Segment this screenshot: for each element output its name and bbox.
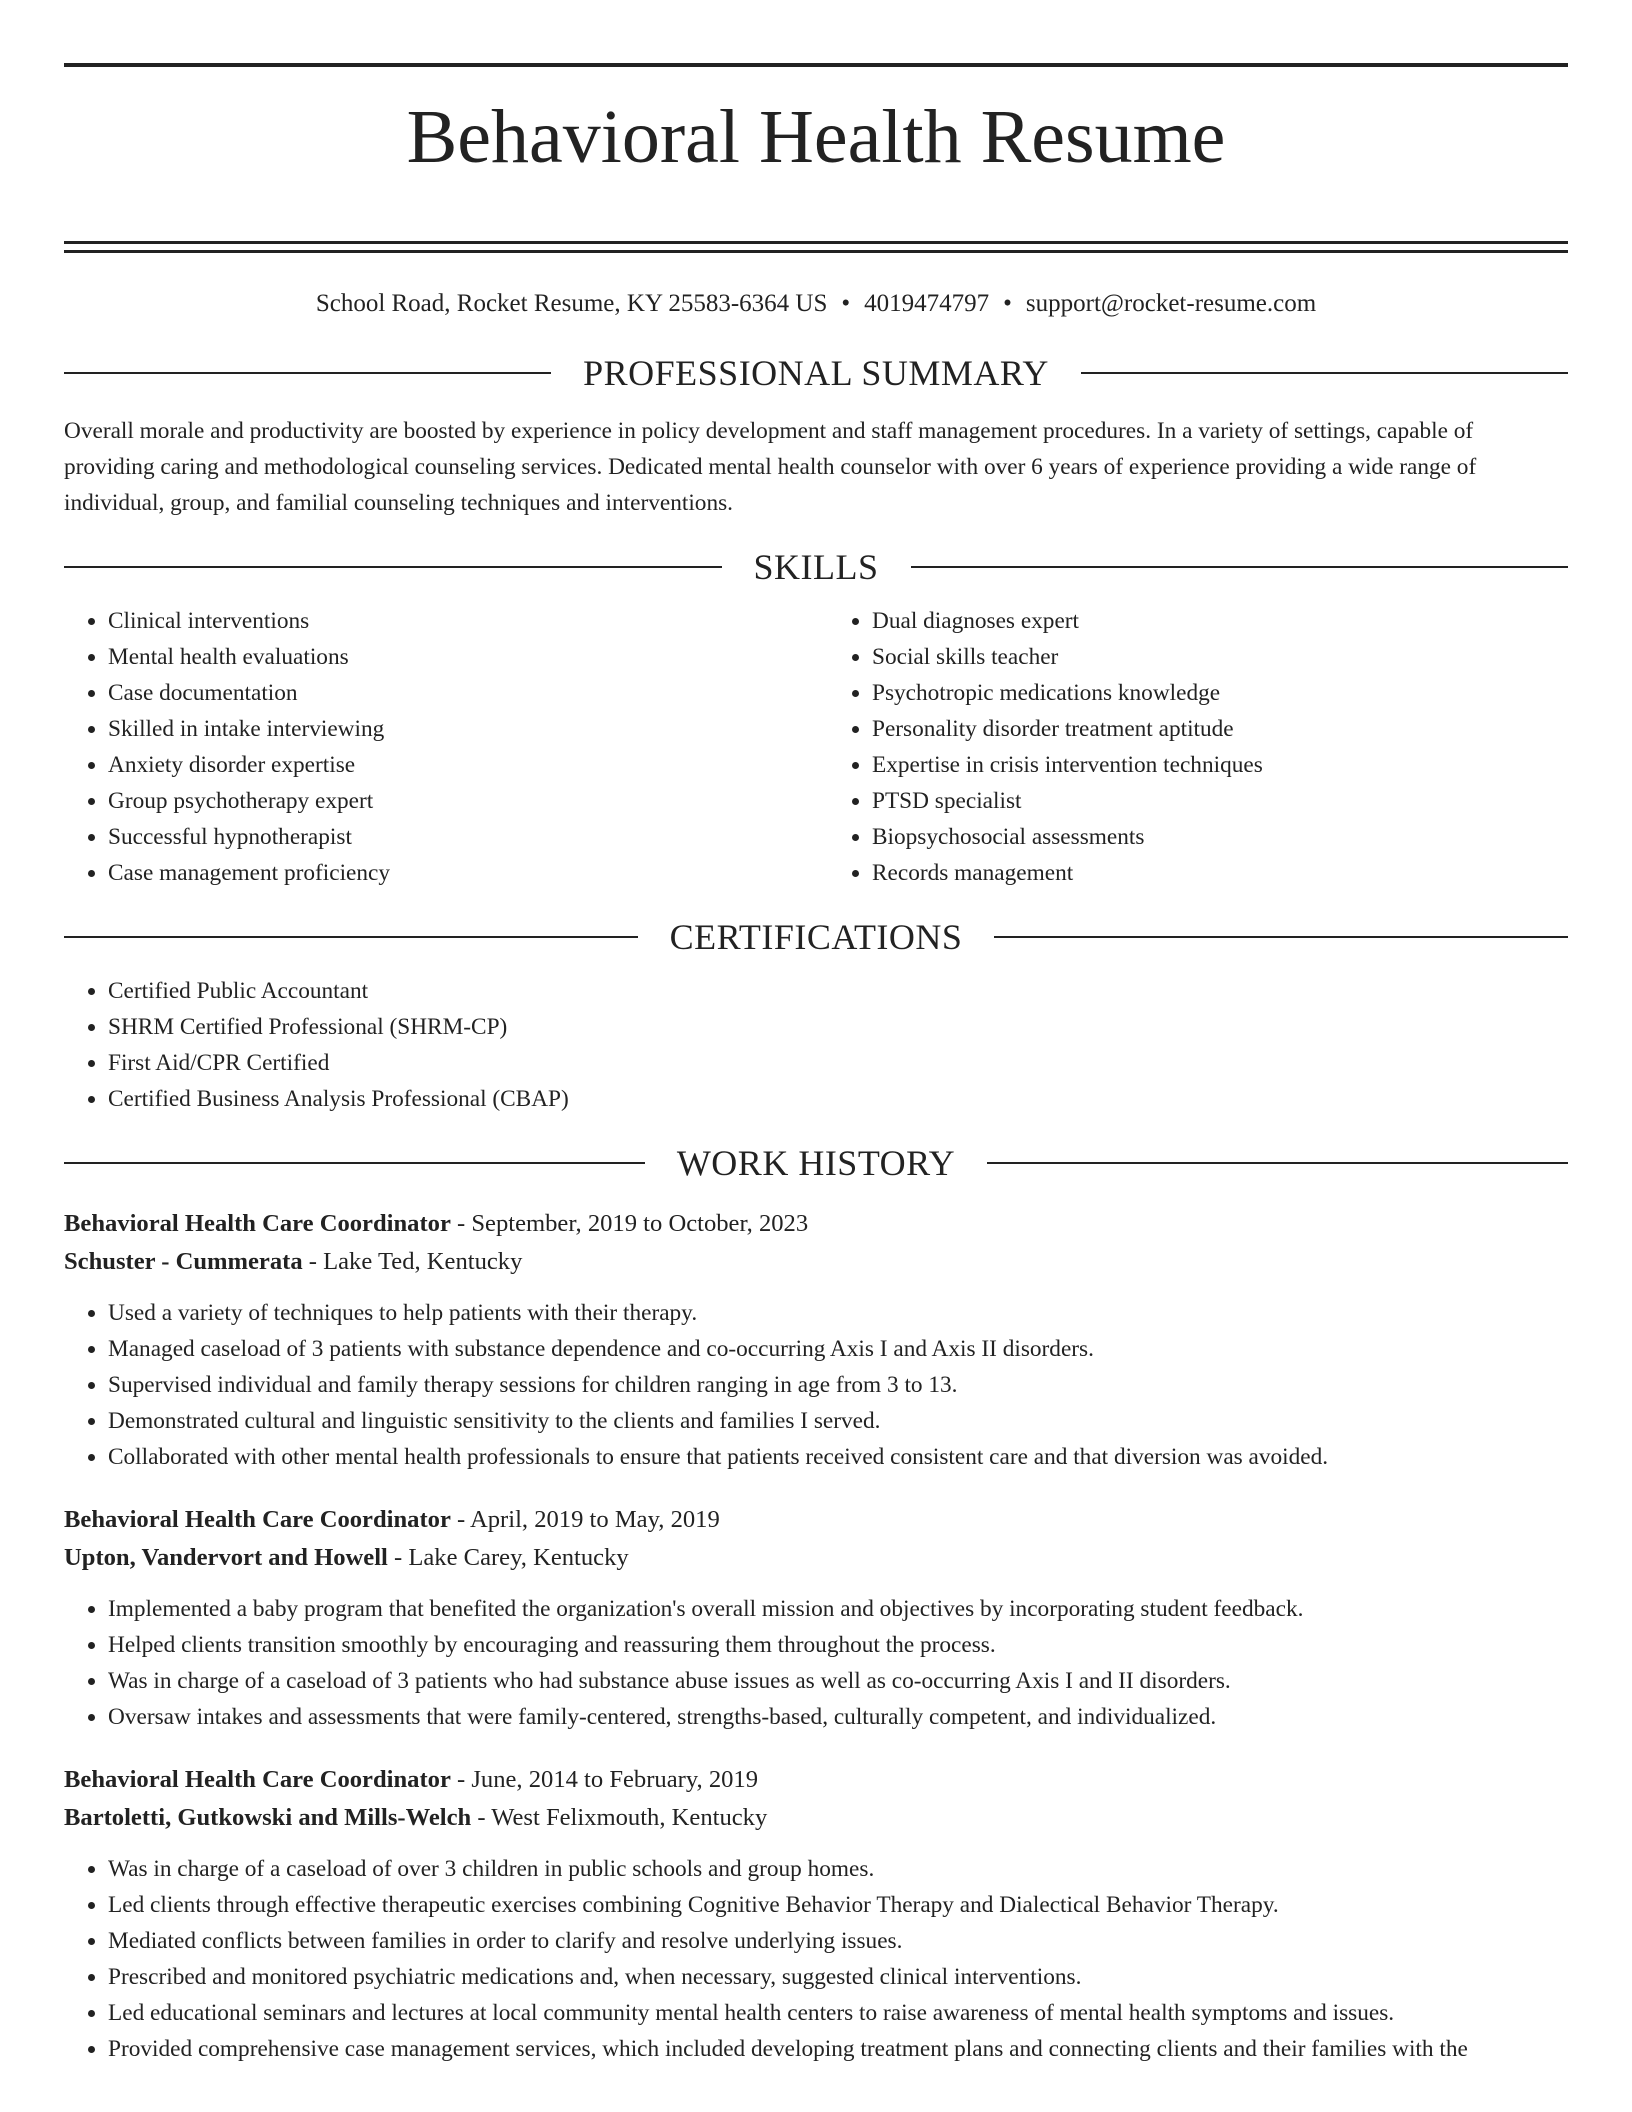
section-header-skills <box>64 545 1568 589</box>
section-rule <box>64 1162 645 1164</box>
certification-item: • Certified Business Analysis Professional (CBAP) <box>108 1081 1568 1117</box>
skill-item: • Dual diagnoses expert <box>872 603 1568 639</box>
section-header-work-history <box>64 1141 1568 1185</box>
skill-item: • Personality disorder treatment aptitude <box>872 711 1568 747</box>
job-location: - Lake Ted, Kentucky <box>302 1248 523 1275</box>
section-rule <box>987 1162 1568 1164</box>
job-title-line <box>64 1205 1568 1243</box>
skills-list-right <box>816 603 1568 891</box>
job-title: Behavioral Health Care Coordinator <box>64 1506 451 1533</box>
summary-text: Overall morale and productivity are boosted by experience in policy development and staff management procedures. In a variety of settings, capable of providing caring and methodological counseling services. Dedicated mental health counselor with over 6 years of experience providing a wide range of individual, group, and familial counseling techniques and interventions. <box>64 418 1477 516</box>
skill-item: • Skilled in intake interviewing <box>108 711 816 747</box>
job-dates: - April, 2019 to May, 2019 <box>450 1506 720 1533</box>
contact-line <box>64 287 1568 321</box>
job-title-line <box>64 1761 1568 1799</box>
job-bullet: • Demonstrated cultural and linguistic sensitivity to the clients and families I served. <box>108 1403 1568 1439</box>
job-title: Behavioral Health Care Coordinator <box>64 1766 451 1793</box>
contact-separator: • <box>1003 290 1012 317</box>
skill-item: • Psychotropic medications knowledge <box>872 675 1568 711</box>
job-bullet: • Oversaw intakes and assessments that were family-centered, strengths-based, culturally competent, and individualized. <box>108 1699 1568 1735</box>
job-bullet: • Was in charge of a caseload of 3 patients who had substance abuse issues as well as co-occurring Axis I and II disorders. <box>108 1663 1568 1699</box>
job-bullet: • Led educational seminars and lectures at local community mental health centers to raise awareness of mental health symptoms and issues. <box>108 1995 1568 2031</box>
job-company-line <box>64 1539 1568 1577</box>
job-bullet: • Provided comprehensive case management services, which included developing treatment plans and connecting clients and their families with the <box>108 2031 1568 2067</box>
phone: 4019474797 <box>864 290 990 317</box>
job-company: Schuster - Cummerata <box>64 1248 303 1275</box>
skill-item: • Case management proficiency <box>108 855 816 891</box>
job-bullet: • Prescribed and monitored psychiatric medications and, when necessary, suggested clinical interventions. <box>108 1959 1568 1995</box>
certification-item: • Certified Public Accountant <box>108 973 1568 1009</box>
section-rule <box>1081 372 1568 374</box>
skill-item: • Clinical interventions <box>108 603 816 639</box>
skill-item: • Group psychotherapy expert <box>108 783 816 819</box>
skill-item: • PTSD specialist <box>872 783 1568 819</box>
section-title: CERTIFICATIONS <box>669 917 963 957</box>
certification-item: • SHRM Certified Professional (SHRM-CP) <box>108 1009 1568 1045</box>
job-bullets <box>64 1295 1568 1475</box>
email[interactable]: support@rocket-resume.com <box>1025 290 1317 317</box>
job-company: Upton, Vandervort and Howell <box>64 1544 388 1571</box>
job-company-line <box>64 1799 1568 1837</box>
resume-title: Behavioral Health Resume <box>406 95 1226 179</box>
job-bullet: • Helped clients transition smoothly by encouraging and reassuring them throughout the process. <box>108 1627 1568 1663</box>
job-location: - West Felixmouth, Kentucky <box>471 1804 768 1831</box>
skill-item: • Expertise in crisis intervention techniques <box>872 747 1568 783</box>
job-entry <box>64 1761 1568 2067</box>
section-title: WORK HISTORY <box>676 1143 956 1183</box>
job-title: Behavioral Health Care Coordinator <box>64 1210 451 1237</box>
job-bullet: • Implemented a baby program that benefited the organization's overall mission and objectives by incorporating student feedback. <box>108 1591 1568 1627</box>
address: School Road, Rocket Resume, KY 25583-6364 US <box>315 290 828 317</box>
skill-item: • Anxiety disorder expertise <box>108 747 816 783</box>
skill-item: • Successful hypnotherapist <box>108 819 816 855</box>
certifications-list <box>64 973 1568 1117</box>
skills-grid <box>64 589 1568 891</box>
job-company-line <box>64 1243 1568 1281</box>
section-header-summary <box>64 351 1568 395</box>
job-title-line <box>64 1501 1568 1539</box>
job-bullet: • Collaborated with other mental health professionals to ensure that patients received consistent care and that diversion was avoided. <box>108 1439 1568 1475</box>
certification-item: • First Aid/CPR Certified <box>108 1045 1568 1081</box>
job-bullet: • Mediated conflicts between families in order to clarify and resolve underlying issues. <box>108 1923 1568 1959</box>
skill-item: • Mental health evaluations <box>108 639 816 675</box>
contact-separator: • <box>841 290 851 317</box>
job-bullet: • Managed caseload of 3 patients with substance dependence and co-occurring Axis I and Axis II disorders. <box>108 1331 1568 1367</box>
job-location: - Lake Carey, Kentucky <box>387 1544 629 1571</box>
job-company: Bartoletti, Gutkowski and Mills-Welch <box>64 1804 472 1831</box>
title-double-rule <box>64 241 1568 253</box>
job-entry <box>64 1205 1568 1475</box>
skill-item: • Case documentation <box>108 675 816 711</box>
job-entry <box>64 1501 1568 1735</box>
section-header-certifications <box>64 915 1568 959</box>
job-bullet: • Led clients through effective therapeutic exercises combining Cognitive Behavior Therapy and Dialectical Behavior Therapy. <box>108 1887 1568 1923</box>
job-bullet: • Was in charge of a caseload of over 3 children in public schools and group homes. <box>108 1851 1568 1887</box>
section-rule <box>64 566 722 568</box>
skill-item: • Biopsychosocial assessments <box>872 819 1568 855</box>
section-rule <box>64 372 551 374</box>
job-bullet: • Supervised individual and family therapy sessions for children ranging in age from 3 to 13. <box>108 1367 1568 1403</box>
skills-list-left <box>64 603 816 891</box>
section-title: PROFESSIONAL SUMMARY <box>583 353 1049 393</box>
job-bullets <box>64 1591 1568 1735</box>
job-bullet: • Used a variety of techniques to help patients with their therapy. <box>108 1295 1568 1331</box>
section-rule <box>994 936 1568 938</box>
section-rule <box>911 566 1569 568</box>
skill-item: • Records management <box>872 855 1568 891</box>
skill-item: • Social skills teacher <box>872 639 1568 675</box>
job-dates: - September, 2019 to October, 2023 <box>450 1210 809 1237</box>
section-title: SKILLS <box>753 547 879 587</box>
work-history-list <box>64 1205 1568 2067</box>
section-rule <box>64 936 638 938</box>
job-bullets <box>64 1851 1568 2067</box>
job-dates: - June, 2014 to February, 2019 <box>450 1766 759 1793</box>
